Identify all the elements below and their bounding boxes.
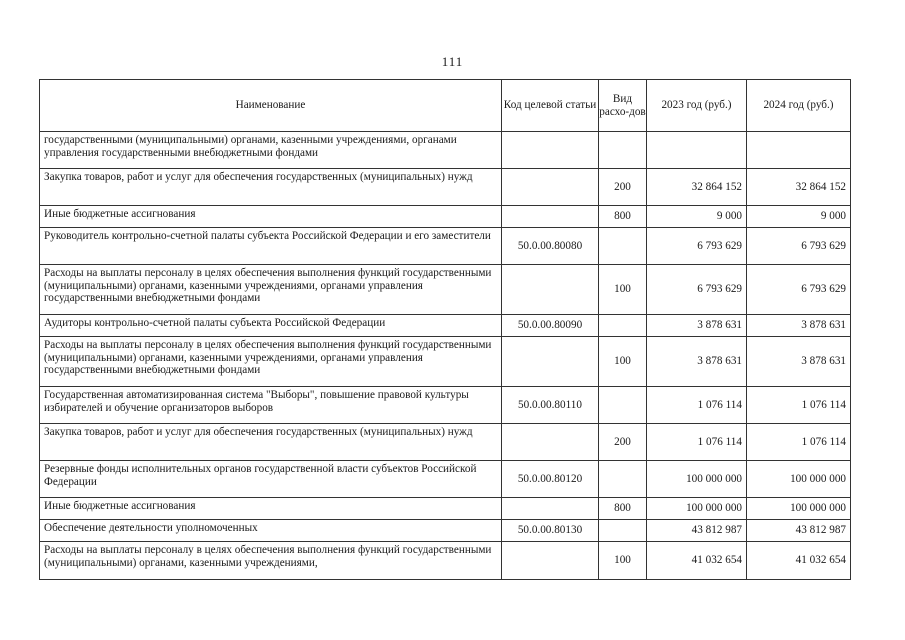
row-vid-cell: 100 [599,542,647,580]
table-row [40,206,851,228]
row-vid-cell: 100 [599,265,647,315]
row-name-cell: Расходы на выплаты персоналу в целях обеспечения выполнения функций государственными (муниципальными) органами, казенными учреждениями, органами управления государственными внебюджетными фондами [40,337,502,387]
row-2023-cell: 3 878 631 [647,315,747,337]
table-row [40,337,851,387]
row-code-cell [502,542,599,580]
row-name-cell: Государственная автоматизированная система "Выборы", повышение правовой культуры избирателей и обучение организаторов выборов [40,387,502,424]
row-vid-cell [599,461,647,498]
column-header-code: Код целевой статьи [502,80,599,132]
table-row [40,424,851,461]
row-name-cell: Обеспечение деятельности уполномоченных [40,520,502,542]
row-code-cell: 50.0.00.80120 [502,461,599,498]
table-row [40,498,851,520]
table-row [40,387,851,424]
row-2024-cell: 9 000 [747,206,851,228]
row-name-cell: Резервные фонды исполнительных органов государственной власти субъектов Российской Федерации [40,461,502,498]
table-header-row [40,80,851,132]
row-vid-cell: 800 [599,498,647,520]
row-name-cell: Закупка товаров, работ и услуг для обеспечения государственных (муниципальных) нужд [40,169,502,206]
row-code-cell [502,337,599,387]
row-2023-cell: 100 000 000 [647,461,747,498]
row-code-cell [502,206,599,228]
budget-table [39,79,851,580]
row-name-cell: Иные бюджетные ассигнования [40,498,502,520]
row-vid-cell: 200 [599,169,647,206]
row-code-cell [502,132,599,169]
table-row [40,265,851,315]
row-name-cell: Иные бюджетные ассигнования [40,206,502,228]
row-name-cell: Расходы на выплаты персоналу в целях обеспечения выполнения функций государственными (муниципальными) органами, казенными учреждениями, органами управления государственными внебюджетными фондами [40,265,502,315]
row-2023-cell: 6 793 629 [647,265,747,315]
row-2023-cell: 3 878 631 [647,337,747,387]
table-row [40,461,851,498]
row-name-cell: Аудиторы контрольно-счетной палаты субъекта Российской Федерации [40,315,502,337]
row-code-cell [502,498,599,520]
row-vid-cell [599,387,647,424]
row-2023-cell: 100 000 000 [647,498,747,520]
page-number: 111 [441,54,464,69]
row-2024-cell: 100 000 000 [747,461,851,498]
row-2024-cell: 6 793 629 [747,228,851,265]
row-name-cell: государственными (муниципальными) органами, казенными учреждениями, органами управления государственными внебюджетными фондами [40,132,502,169]
row-2023-cell: 9 000 [647,206,747,228]
row-code-cell [502,169,599,206]
table-row [40,542,851,580]
row-2023-cell [647,132,747,169]
row-2024-cell: 43 812 987 [747,520,851,542]
row-name-cell: Закупка товаров, работ и услуг для обеспечения государственных (муниципальных) нужд [40,424,502,461]
row-vid-cell: 800 [599,206,647,228]
row-2023-cell: 43 812 987 [647,520,747,542]
row-name-cell: Руководитель контрольно-счетной палаты субъекта Российской Федерации и его заместители [40,228,502,265]
row-vid-cell [599,228,647,265]
row-2024-cell: 41 032 654 [747,542,851,580]
row-code-cell [502,265,599,315]
row-vid-cell [599,315,647,337]
row-2023-cell: 41 032 654 [647,542,747,580]
row-2023-cell: 6 793 629 [647,228,747,265]
row-vid-cell: 200 [599,424,647,461]
row-code-cell: 50.0.00.80130 [502,520,599,542]
row-code-cell: 50.0.00.80110 [502,387,599,424]
row-code-cell: 50.0.00.80080 [502,228,599,265]
table-row [40,315,851,337]
row-2023-cell: 1 076 114 [647,387,747,424]
table-row [40,520,851,542]
row-vid-cell [599,132,647,169]
table-body [40,132,851,580]
row-2024-cell: 100 000 000 [747,498,851,520]
table-row [40,132,851,169]
column-header-2023: 2023 год (руб.) [647,80,747,132]
row-2023-cell: 1 076 114 [647,424,747,461]
row-vid-cell [599,520,647,542]
table-row [40,169,851,206]
row-vid-cell: 100 [599,337,647,387]
row-2024-cell [747,132,851,169]
column-header-vid: Вид расхо-дов [599,80,647,132]
row-name-cell: Расходы на выплаты персоналу в целях обеспечения выполнения функций государственными (муниципальными) органами, казенными учреждениями, [40,542,502,580]
row-2024-cell: 1 076 114 [747,424,851,461]
row-2024-cell: 1 076 114 [747,387,851,424]
row-2024-cell: 3 878 631 [747,315,851,337]
row-code-cell [502,424,599,461]
row-2024-cell: 6 793 629 [747,265,851,315]
column-header-name: Наименование [40,80,502,132]
row-code-cell: 50.0.00.80090 [502,315,599,337]
row-2024-cell: 32 864 152 [747,169,851,206]
row-2024-cell: 3 878 631 [747,337,851,387]
column-header-2024: 2024 год (руб.) [747,80,851,132]
table-row [40,228,851,265]
row-2023-cell: 32 864 152 [647,169,747,206]
